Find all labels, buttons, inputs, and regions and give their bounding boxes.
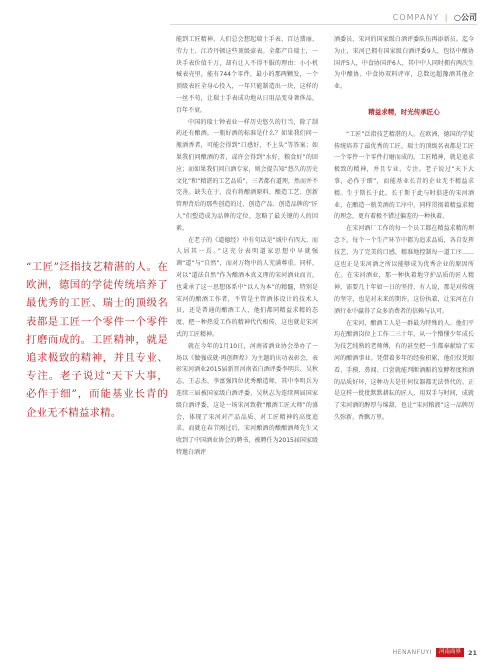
- page-footer: [393, 648, 477, 657]
- paragraph: 酒委员，宋河的国家级白酒评委队伍再添新员。迄今为止，宋河已拥有国家级白酒评委9人，包括中酿协国评5人，中食协国评6人，其中中人同时拥有两次生为中酿协、中食协双料评审，总数远超豫酒其他企业。: [334, 36, 474, 91]
- paragraph: 在宋河，酿酒工人是一群最为特殊的人。他们平均在酿酒岗位上工作二三十年，从一个懵懂少年成长为技艺纯熟的老师傅，有的甚至把一生都奉献给了宋河的酿酒事业。凭借着多年的经验积累，他们仅凭眼看、手摸、鼻闻、口尝就能判断酒醅的发酵程度和酒的品质好坏，这种功夫是任何仪器都无法替代的。正是这样一批批默默耕耘的匠人，用双手与时间，成就了宋河酒的醇厚与绵甜，也让“宋河粮液”这一品牌历久弥新、香飘万里。: [334, 319, 474, 421]
- article-column-right: [334, 34, 474, 424]
- article-column-left: [176, 34, 318, 459]
- header-rule: [170, 24, 477, 25]
- magazine-badge: 河南商界: [436, 648, 464, 657]
- header-section: ○公司: [454, 13, 477, 22]
- paragraph: 中国的瑞士钟表业一样历史悠久的行当，除了制药还有酿酒。一瓶好酒的标准是什么？如果我们问一瓶酒香者，可能会得到“口感好，不上头”等答案；如果我们问酿酒的者，或许会得到“水好，粮食好”的回应；而如果我们问白酒专家，则会提告知“悠久的历史文化”和“精湛的工艺品质”，三者都有道理，然而并不完善。缺失在于，没有将酿酒原料、酿造工艺、创新管理背后的那些创造的过、创造产品、创造品牌的“匠人”们塑造成为品牌的定位，忽略了最关键的人的因素。: [176, 118, 318, 232]
- header-brand: COMPANY: [392, 13, 440, 22]
- paragraph: 能到工匠精神，人们总会想起瑞士手表、百达翡丽、劳力士、江诗丹顿这些顶级豪表。全都产自瑞士，一块手表价值千万，却有让人不得不服的理由：小小机械表壳里，能有744个零件，最小的那两颗发，一个顶级表匠全身心投入，一年只能制造出一块，这样的一丝不苟，让瑞士手表成功地从日用品变身奢侈品，百年不衰。: [176, 36, 318, 114]
- paragraph: 就在今年的1月10日，河南省酒业协会举办了一场以《做强成就·再创辉煌》为主题的庆功表彰会，表彰宋河酒业2015届新晋河南省白酒评委李明兵、吴秋志、王志杰、李富强四位优秀酿造师，其中李明兵为连续三届被国家级白酒评委，吴秋志为连续两届国家级白酒评委，这是一场宋河致敬“酿酒工匠大师”的盛会，体现了宋河对产品品质、对工匠精神的高度追求。而就在春节刚过后，宋河酿酒的酿酿酒师先生又收到了中国酒业协会的聘书，被聘任为2015届国家级特邀白酒评: [176, 342, 318, 456]
- paragraph: “工匠”泛指技艺精湛的人。在欧洲，德国的学徒传统培养了最优秀的工匠，瑞士的顶级名表都是工匠一个零件一个零件打磨而成的。工匠精神，就是追求极致的精神，并且专业、专注。老子说过“天下大事，必作于细”，而能基业长青的企业无不精益求精。生于斯长于此，长于斯于此与时俱进的宋河酒业，在酿造一瓶美酒的工序中，同样贯彻着精益求精的理念，更有着极不错过偏差的一种执着。: [334, 130, 474, 221]
- section-subheading: 精益求精，时光传承匠心: [368, 107, 440, 116]
- header-separator: |: [444, 13, 449, 22]
- paragraph: 在老子的《道德经》中有句话是“域中有四大，而人居其一焉。”这充分表明道家思想中早就强调“道”与“自然”，而对万物中的人充满尊重。同样，对以“道法自然”作为酿酒本真义理的宋河酒业而言，也秉承了这一思想体系中“以人为本”的精髓，特别是宋河的酿酒工作者，不管是主管酒体设计的技术人员，还是普通的酿酒工人，他们都同精益求精的态度，把一种热爱工作的精神代代相传，这也就是宋河式的工匠精神。: [176, 236, 318, 338]
- pull-quote: “工匠”泛指技艺精湛的人。在欧洲，德国的学徒传统培养了最优秀的工匠、瑞士的顶级名表都是工匠一个零件一个零件打磨而成的。工匠精神，就是追求极致的精神，并且专业、专注。老子说过“天下大事，必作于细”，而能基业长青的企业无不精益求精。: [26, 261, 168, 419]
- paragraph: 在宋河酒厂工作的每一个员工都在精益求精的理念下，每个一个生产环节中都为追求品质，各自发挥技艺，为了完美的口感，精准地控制每一道工序……这也正是宋河酒之所以能够成为优秀企业的原因所在。在宋河酒业，那一种执着地守护品质的匠人精神，需要几十年如一日的坚持，有人说，那是对传统的坚守，也是对未来的期许。这份执着，让宋河在白酒行业中赢得了众多消费者的信赖与认可。: [334, 225, 474, 315]
- magazine-name: HENANFUYI: [392, 649, 432, 656]
- page-number: 21: [467, 648, 477, 657]
- page-header: [393, 12, 477, 23]
